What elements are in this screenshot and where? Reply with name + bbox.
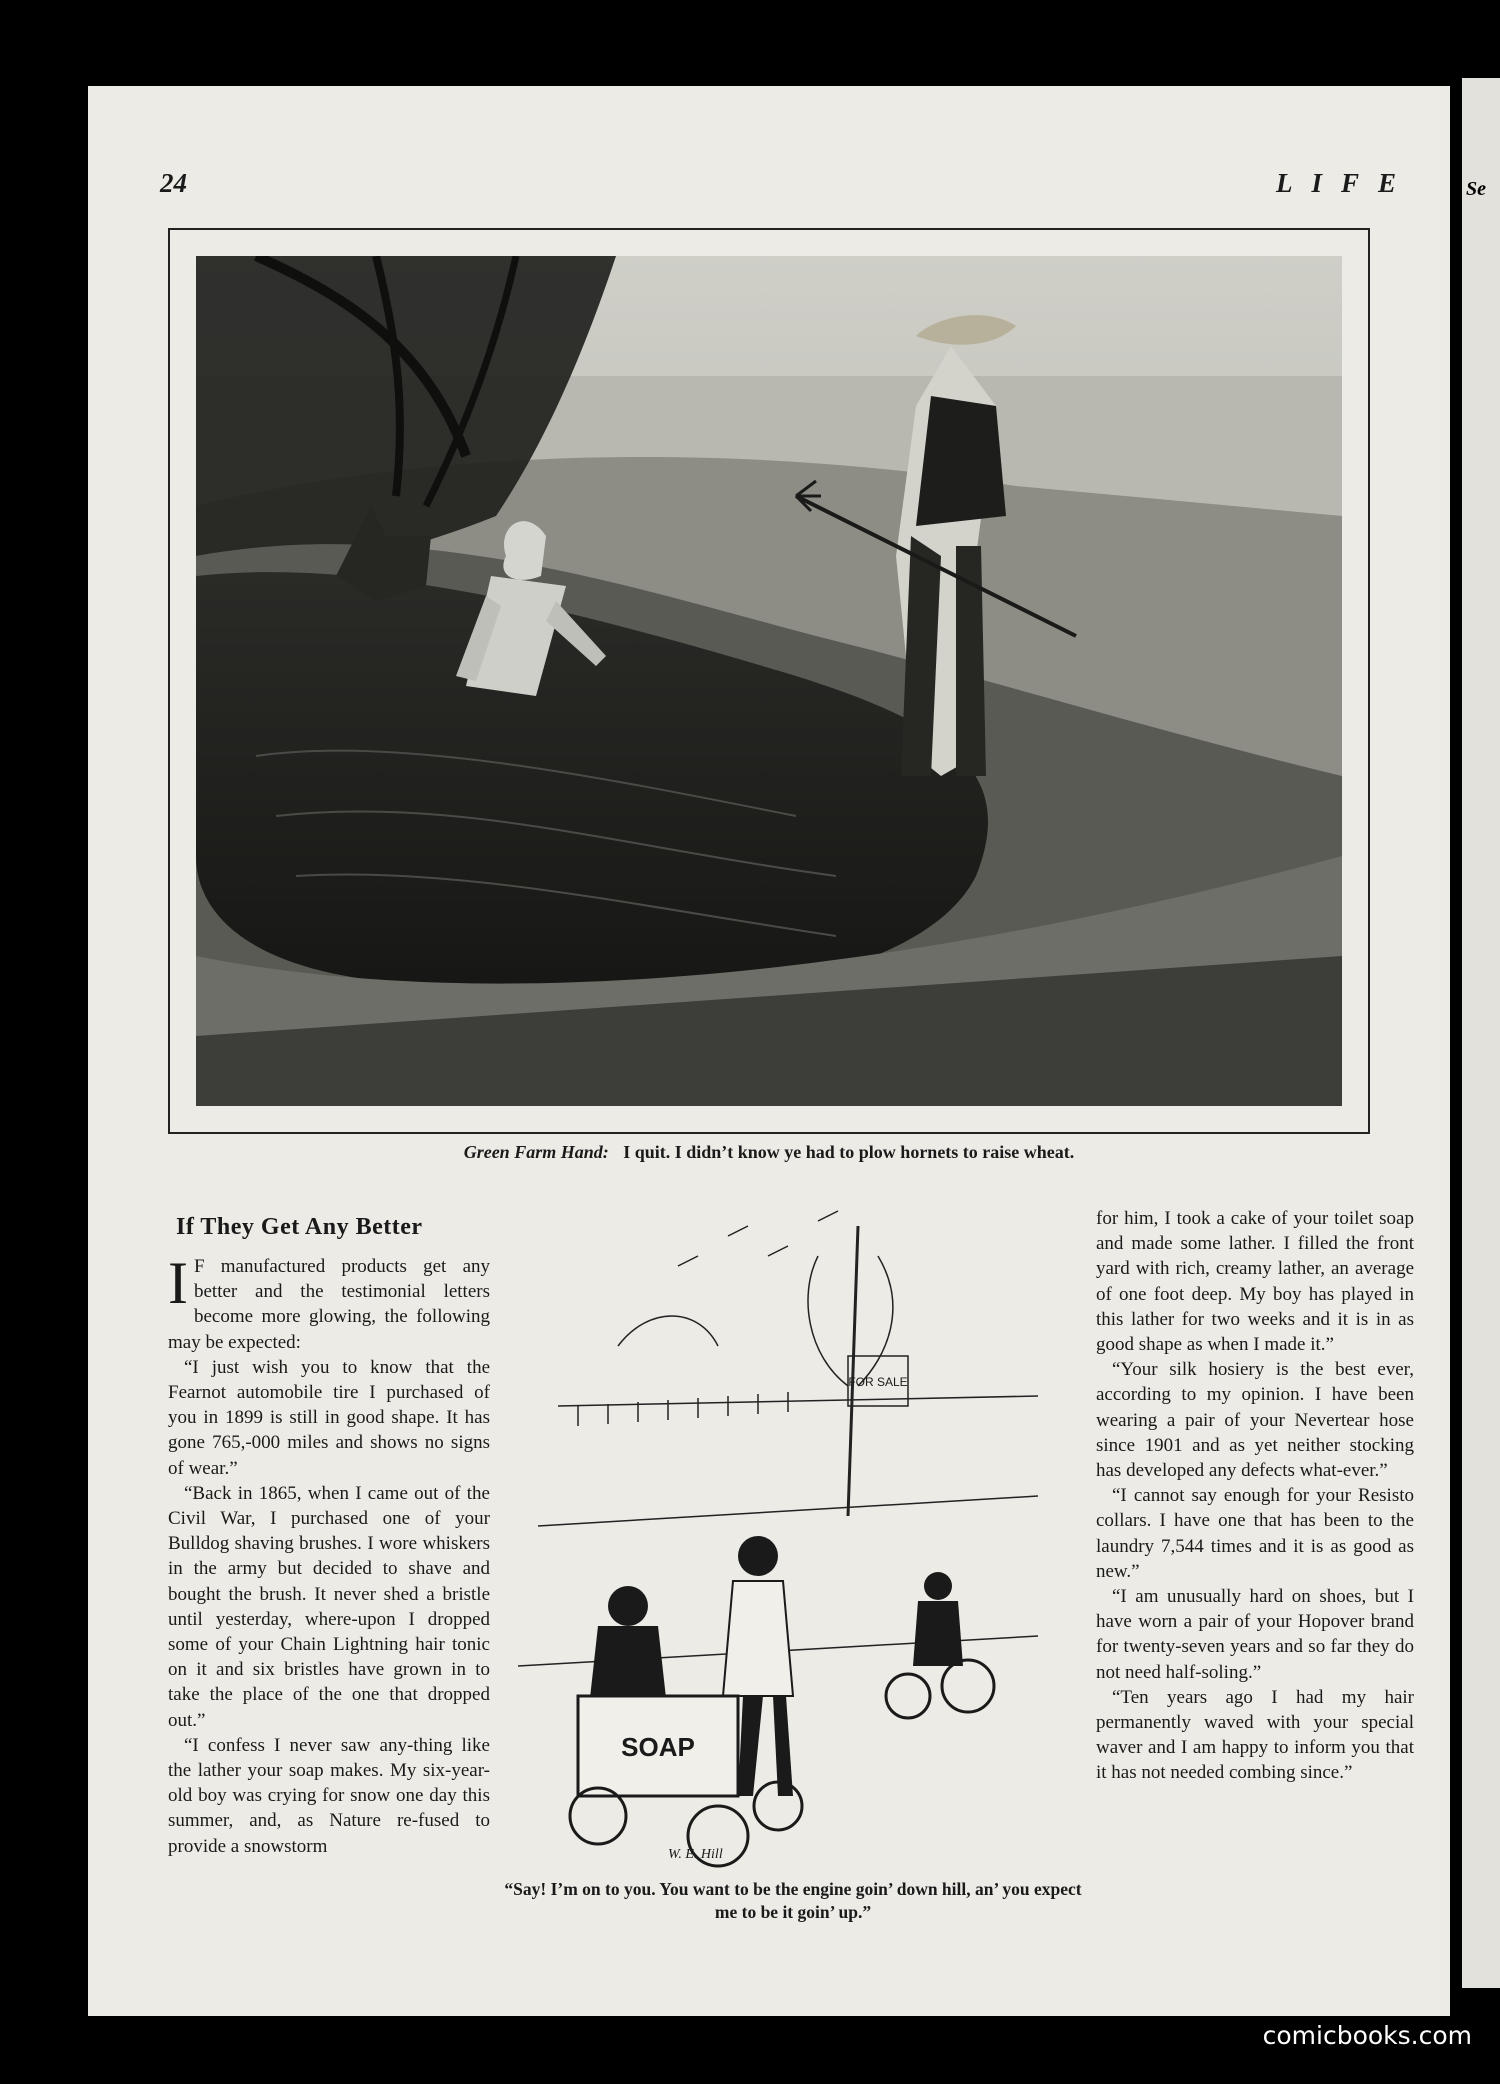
article-left-column	[168, 1250, 490, 1859]
article-paragraph: “Back in 1865, when I came out of the Civil War, I purchased one of your Bulldog shaving brushes. I wore whiskers in the army but decided to shave and bought the brush. It never shed a bristle until yesterday, where-upon I dropped some of your Chain Lightning hair tonic on it and six bristles have grown in to take the place of the one that dropped out.”	[168, 1482, 490, 1731]
watermark: comicbooks.com	[1262, 2021, 1472, 2050]
caption-speaker: Green Farm Hand:	[463, 1142, 609, 1162]
article-paragraph: “I just wish you to know that the Fearnot automobile tire I purchased of you in 1899 is still in good shape. It has gone 765,-000 miles and shows no signs of wear.”	[168, 1356, 490, 1479]
article-paragraph: “I cannot say enough for your Resisto collars. I have one that has been to the laundry 7,544 times and it is as good as new.”	[1096, 1485, 1414, 1582]
article-paragraph: “Ten years ago I had my hair permanently waved with your special waver and I am happy to inform you that it has not needed combing since.”	[1096, 1686, 1414, 1784]
farm-illustration-caption	[88, 1142, 1450, 1163]
cartoon-signature: W. E. Hill	[668, 1847, 723, 1862]
article-paragraph: for him, I took a cake of your toilet soap and made some lather. I filled the front yard with rich, creamy lather, an average of one foot deep. My boy has played in this lather for two weeks and it is in as good shape as when I made it.”	[1096, 1208, 1414, 1356]
magazine-page	[88, 86, 1450, 2016]
soap-box-label: SOAP	[621, 1732, 695, 1762]
farm-illustration	[196, 256, 1342, 1106]
adjacent-page-edge	[1462, 78, 1500, 1988]
cartoon-caption: “Say! I’m on to you. You want to be the engine goin’ down hill, an’ you expect me to be it goin’ up.”	[504, 1879, 1082, 1922]
farm-illustration-frame	[168, 228, 1370, 1134]
for-sale-sign: FOR SALE	[848, 1375, 908, 1389]
article-heading: If They Get Any Better	[176, 1214, 423, 1240]
article-right-column	[1096, 1206, 1414, 1786]
article-paragraph: “I am unusually hard on shoes, but I have worn a pair of your Hopover brand for twenty-seven years and so far they do not need half-soling.”	[1096, 1586, 1414, 1683]
caption-text: I quit. I didn’t know ye had to plow hornets to raise wheat.	[623, 1142, 1075, 1162]
article-paragraph: “I confess I never saw any-thing like the lather your soap makes. My six-year-old boy was crying for snow one day this summer, and, as Nature re-fused to provide a snowstorm	[168, 1734, 490, 1857]
soap-cart-drawing	[518, 1196, 1078, 1868]
soap-cart-cartoon	[518, 1196, 1078, 1868]
dropcap: I	[168, 1250, 188, 1316]
farm-scene-drawing	[196, 256, 1342, 1106]
article-paragraph: I F manufactured products get any better and the testimonial letters become more glowing, the following may be expected:	[168, 1250, 490, 1353]
magazine-title: LIFE	[1276, 168, 1416, 198]
article-paragraph: “Your silk hosiery is the best ever, according to my opinion. I have been wearing a pair of your Nevertear hose since 1901 and as yet neither stocking has developed any defects what-ever.”	[1096, 1359, 1414, 1482]
page-number: 24	[160, 168, 187, 198]
adjacent-page-header: Se	[1466, 178, 1486, 200]
